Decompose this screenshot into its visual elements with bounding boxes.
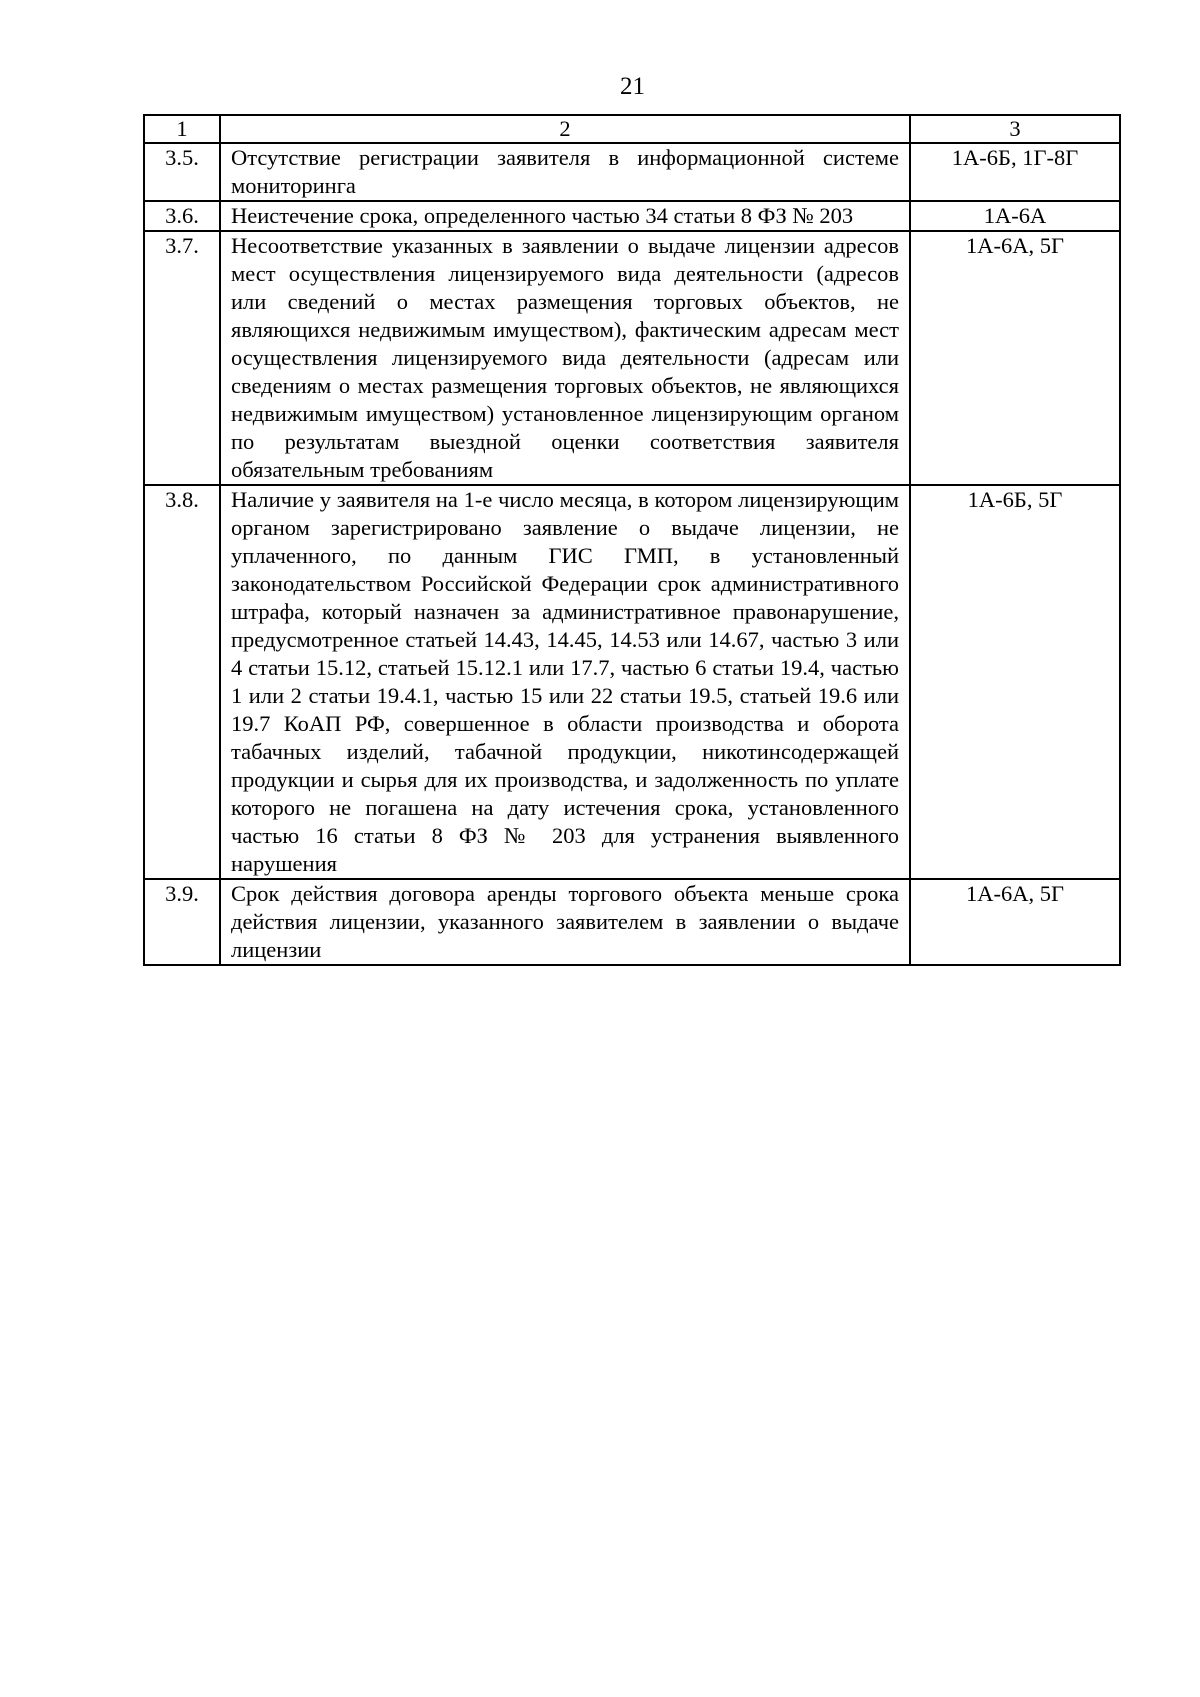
row-description: Срок действия договора аренды торгового объекта меньше срока действия лицензии, указанного заявителем в заявлении о выдаче лицензии: [220, 879, 910, 965]
row-number: 3.7.: [144, 231, 220, 485]
column-header-2: 2: [220, 115, 910, 143]
table-row: [144, 879, 1120, 965]
row-description: Отсутствие регистрации заявителя в информационной системе мониторинга: [220, 143, 910, 201]
column-header-1: 1: [144, 115, 220, 143]
row-number: 3.6.: [144, 201, 220, 231]
table-header-row: [144, 115, 1120, 143]
row-codes: 1А-6А, 5Г: [910, 879, 1120, 965]
table-row: [144, 143, 1120, 201]
row-number: 3.5.: [144, 143, 220, 201]
row-codes: 1А-6Б, 5Г: [910, 485, 1120, 879]
column-header-3: 3: [910, 115, 1120, 143]
row-number: 3.9.: [144, 879, 220, 965]
row-description: Несоответствие указанных в заявлении о выдаче лицензии адресов мест осуществления лицензируемого вида деятельности (адресов или сведений о местах размещения торговых объектов, не являющихся недвижимым имуществом), фактическим адресам мест осуществления лицензируемого вида деятельности (адресам или сведениям о местах размещения торговых объектов, не являющихся недвижимым имуществом) установленное лицензирующим органом по результатам выездной оценки соответствия заявителя обязательным требованиям: [220, 231, 910, 485]
row-description: Неистечение срока, определенного частью 34 статьи 8 ФЗ № 203: [220, 201, 910, 231]
row-number: 3.8.: [144, 485, 220, 879]
row-description: Наличие у заявителя на 1-е число месяца, в котором лицензирующим органом зарегистрировано заявление о выдаче лицензии, не уплаченного, по данным ГИС ГМП, в установленный законодательством Российской Федерации срок административного штрафа, который назначен за административное правонарушение, предусмотренное статьей 14.43, 14.45, 14.53 или 14.67, частью 3 или 4 статьи 15.12, статьей 15.12.1 или 17.7, частью 6 статьи 19.4, частью 1 или 2 статьи 19.4.1, частью 15 или 22 статьи 19.5, статьей 19.6 или 19.7 КоАП РФ, совершенное в области производства и оборота табачных изделий, табачной продукции, никотинсодержащей продукции и сырья для их производства, и задолженность по уплате которого не погашена на дату истечения срока, установленного частью 16 статьи 8 ФЗ № 203 для устранения выявленного нарушения: [220, 485, 910, 879]
table-row: [144, 201, 1120, 231]
row-codes: 1А-6Б, 1Г-8Г: [910, 143, 1120, 201]
row-codes: 1А-6А, 5Г: [910, 231, 1120, 485]
page-number: 21: [620, 73, 645, 100]
table-row: [144, 231, 1120, 485]
row-codes: 1А-6А: [910, 201, 1120, 231]
requirements-table: [143, 114, 1121, 966]
table-row: [144, 485, 1120, 879]
